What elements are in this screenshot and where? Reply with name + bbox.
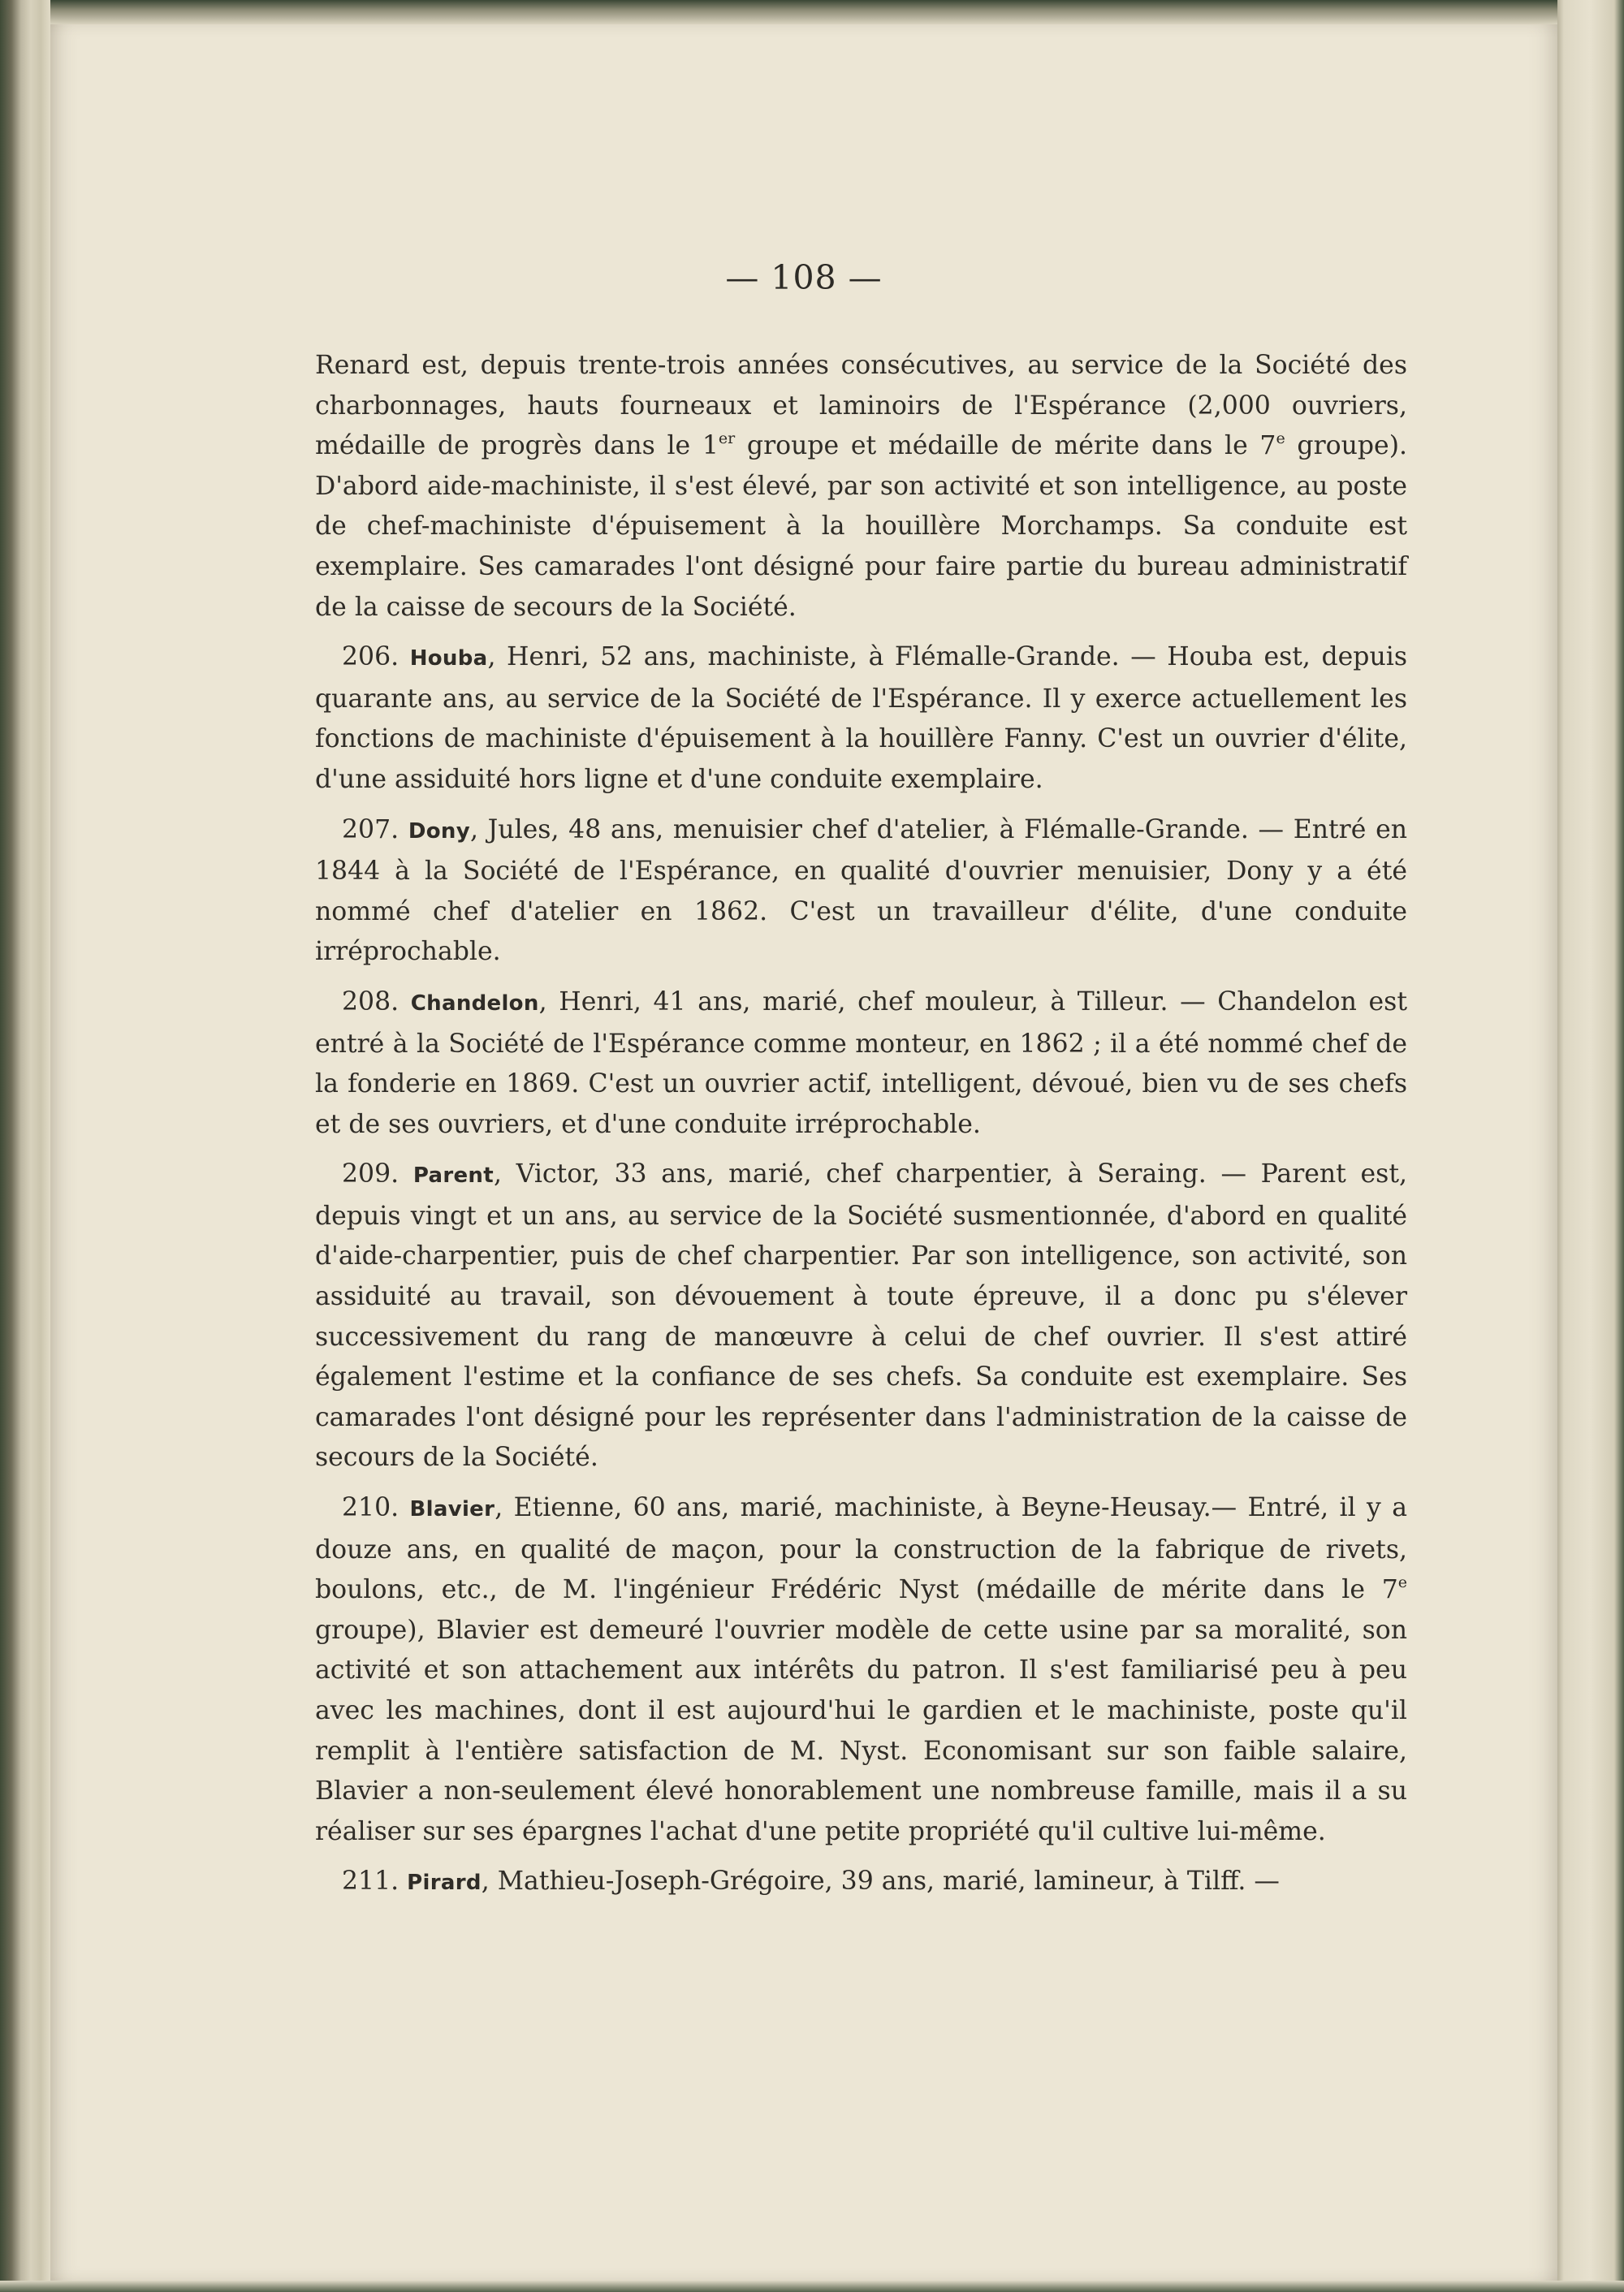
entry-name: Pirard [407,1871,482,1896]
entry-name: Chandelon [410,991,539,1016]
left-book-binding [0,0,50,2292]
entry-number: 208. [342,986,400,1017]
entry-number: 210. [342,1493,400,1523]
entry-name: Houba [409,646,488,671]
entry-name: Blavier [409,1497,495,1522]
entry-210 [315,1488,1407,1852]
entry-text: , Victor, 33 ans, marié, chef charpentier, à Seraing. — Parent est, depuis vingt et un ans, au service de la Société susmentionnée, d'abord en qualité d'aide-charpentier, puis de chef charpentier. Par son intelligence, son activité, son assiduité au travail, son dévouement à toute épreuve, il a donc pu s'élever successivement du rang de manœuvre à celui de chef ouvrier. Il s'est attiré également l'estime et la confiance de ses chefs. Sa conduite est exemplaire. Ses camarades l'ont désigné pour les représenter dans l'administration de la caisse de secours de la Société. [315,1159,1407,1473]
entry-207 [315,810,1407,973]
page-body-text [315,346,1407,1914]
entry-text: , Henri, 41 ans, marié, chef mouleur, à Tilleur. — Chandelon est entré à la Société de l'Espérance comme monteur, en 1862 ; il a été nommé chef de la fonderie en 1869. C'est un ouvrier actif, intelligent, dévoué, bien vu de ses chefs et de ses ouvriers, et d'une conduite irréprochable. [315,986,1407,1139]
entry-text: , Mathieu-Joseph-Grégoire, 39 ans, marié, lamineur, à Tilff. — [481,1867,1280,1897]
right-book-edge [1557,0,1624,2292]
entry-208 [315,982,1407,1145]
entry-209 [315,1155,1407,1478]
entry-text: , Jules, 48 ans, menuisier chef d'atelier, à Flémalle-Grande. — Entré en 1844 à la Société de l'Espérance, en qualité d'ouvrier menuisier, Dony y a été nommé chef d'atelier en 1862. C'est un travailleur d'élite, d'une conduite irréprochable. [315,814,1407,967]
entry-number: 207. [342,814,400,844]
entry-211 [315,1862,1407,1904]
entry-number: 209. [342,1159,400,1189]
intro-text-3: groupe). D'abord aide-machiniste, il s'est élevé, par son activité et son intelligence, au poste de chef-machiniste d'épuisement à la houillère Morchamps. Sa conduite est exemplaire. Ses camarades l'ont désigné pour faire partie du bureau administratif de la caisse de secours de la Société. [315,431,1407,622]
intro-text-1: Renard est, depuis trente-trois années consécutives, au service de la Société des charbonnages, hauts fourneaux et laminoirs de l'Espérance (2,000 ouvriers, médaille de progrès dans le 1 [315,351,1407,461]
entry-text: , Henri, 52 ans, machiniste, à Flémalle-Grande. — Houba est, depuis quarante ans, au service de la Société de l'Espérance. Il y exerce actuellement les fonctions de machiniste d'épuisement à la houillère Fanny. C'est un ouvrier d'élite, d'une assiduité hors ligne et d'une conduite exemplaire. [315,642,1407,794]
entry-text-2: groupe), Blavier est demeuré l'ouvrier modèle de cette usine par sa moralité, son activité et son attachement aux intérêts du patron. Il s'est familiarisé peu à peu avec les machines, dont il est aujourd'hui le gardien et le machiniste, poste qu'il remplit à l'entière satisfaction de M. Nyst. Economisant sur son faible salaire, Blavier a non-seulement élevé honorablement une nombreuse famille, mais il a su réaliser sur ses épargnes l'achat d'une petite propriété qu'il cultive lui-même. [315,1615,1407,1846]
entry-number: 206. [342,642,400,672]
entry-number: 211. [342,1867,400,1897]
top-book-edge [0,0,1624,24]
entry-name: Parent [412,1163,494,1189]
entry-name: Dony [408,818,470,844]
entry-text-1: , Etienne, 60 ans, marié, machiniste, à Beyne-Heusay.— Entré, il y a douze ans, en qualité de maçon, pour la construction de la fabrique de rivets, boulons, etc., de M. l'ingénieur Frédéric Nyst (médaille de mérite dans le 7 [315,1493,1407,1605]
intro-superscript-2: e [1276,429,1285,448]
entry-206 [315,637,1407,800]
page-number: — 108 — [725,258,883,297]
book-page [50,24,1557,2281]
intro-superscript-1: er [718,429,736,448]
intro-paragraph [315,346,1407,628]
bottom-book-edge [0,2281,1624,2292]
intro-text-2: groupe et médaille de mérite dans le 7 [735,431,1276,461]
entry-superscript: e [1397,1573,1407,1592]
